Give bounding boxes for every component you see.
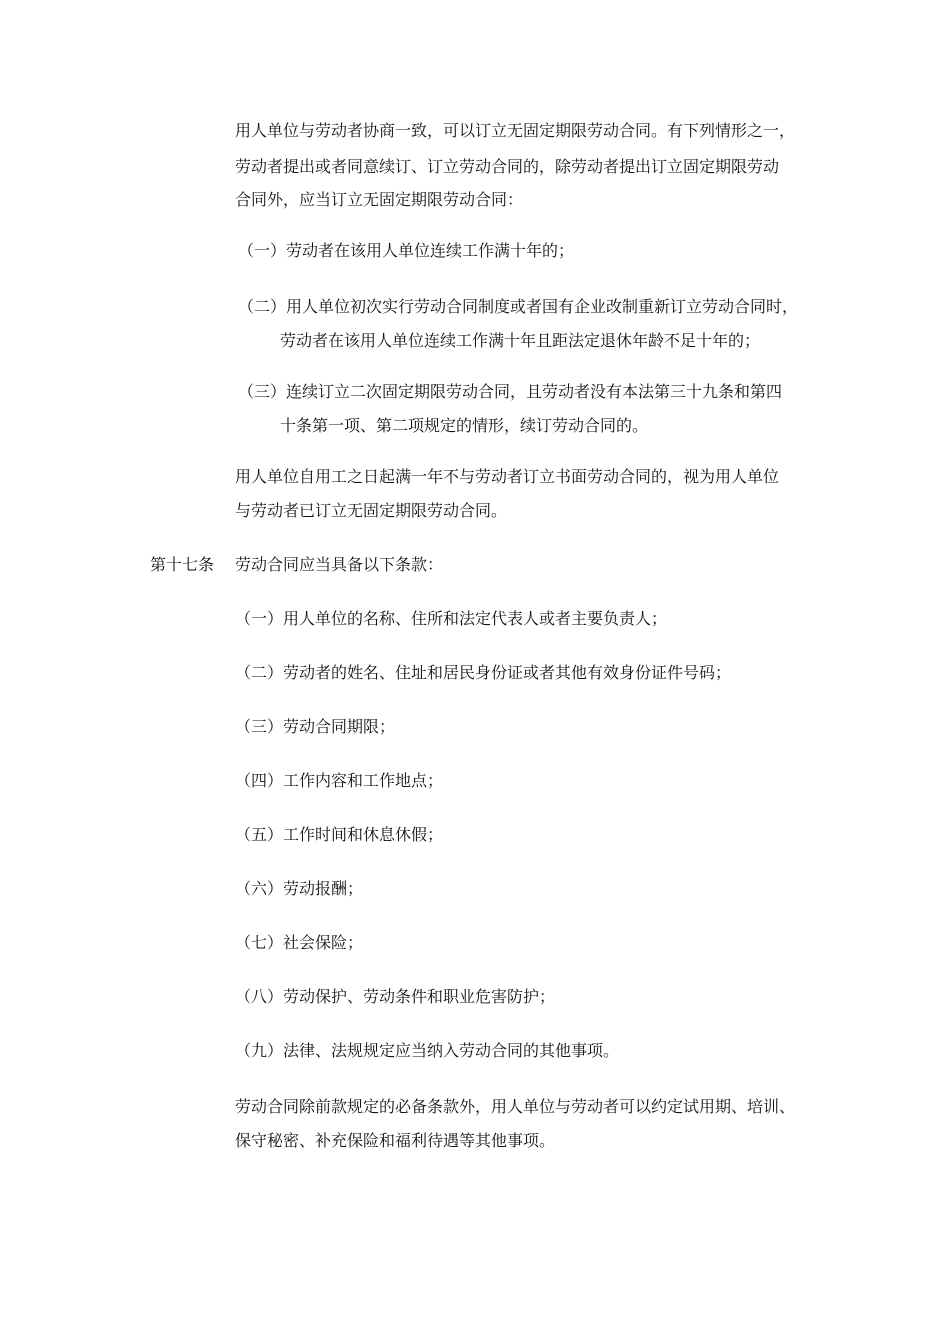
paragraph-line: 用人单位自用工之日起满一年不与劳动者订立书面劳动合同的，视为用人单位 xyxy=(235,467,780,486)
clause-item: （一）用人单位的名称、住所和法定代表人或者主要负责人； xyxy=(235,609,668,628)
article-heading: 劳动合同应当具备以下条款： xyxy=(235,555,444,574)
list-item-continuation: 劳动者在该用人单位连续工作满十年且距法定退休年龄不足十年的； xyxy=(280,331,761,350)
clause-item: （六）劳动报酬； xyxy=(235,879,364,898)
clause-item: （四）工作内容和工作地点； xyxy=(235,771,444,790)
paragraph-line: 用人单位与劳动者协商一致，可以订立无固定期限劳动合同。有下列情形之一， xyxy=(235,121,796,140)
paragraph-line: 与劳动者已订立无固定期限劳动合同。 xyxy=(235,501,508,520)
clause-item: （三）劳动合同期限； xyxy=(235,717,396,736)
closing-paragraph-line: 保守秘密、补充保险和福利待遇等其他事项。 xyxy=(235,1131,556,1150)
list-item: （一）劳动者在该用人单位连续工作满十年的； xyxy=(238,241,575,260)
paragraph-line: 劳动者提出或者同意续订、订立劳动合同的，除劳动者提出订立固定期限劳动 xyxy=(235,157,780,176)
clause-item: （九）法律、法规规定应当纳入劳动合同的其他事项。 xyxy=(235,1041,620,1060)
list-item: （三）连续订立二次固定期限劳动合同，且劳动者没有本法第三十九条和第四 xyxy=(238,382,783,401)
article-number: 第十七条 xyxy=(150,555,215,574)
closing-paragraph-line: 劳动合同除前款规定的必备条款外，用人单位与劳动者可以约定试用期、培训、 xyxy=(235,1097,796,1116)
paragraph-line: 合同外，应当订立无固定期限劳动合同： xyxy=(235,190,524,209)
clause-item: （八）劳动保护、劳动条件和职业危害防护； xyxy=(235,987,556,1006)
clause-item: （七）社会保险； xyxy=(235,933,364,952)
clause-item: （二）劳动者的姓名、住址和居民身份证或者其他有效身份证件号码； xyxy=(235,663,732,682)
list-item: （二）用人单位初次实行劳动合同制度或者国有企业改制重新订立劳动合同时， xyxy=(238,297,799,316)
list-item-continuation: 十条第一项、第二项规定的情形，续订劳动合同的。 xyxy=(280,416,649,435)
clause-item: （五）工作时间和休息休假； xyxy=(235,825,444,844)
